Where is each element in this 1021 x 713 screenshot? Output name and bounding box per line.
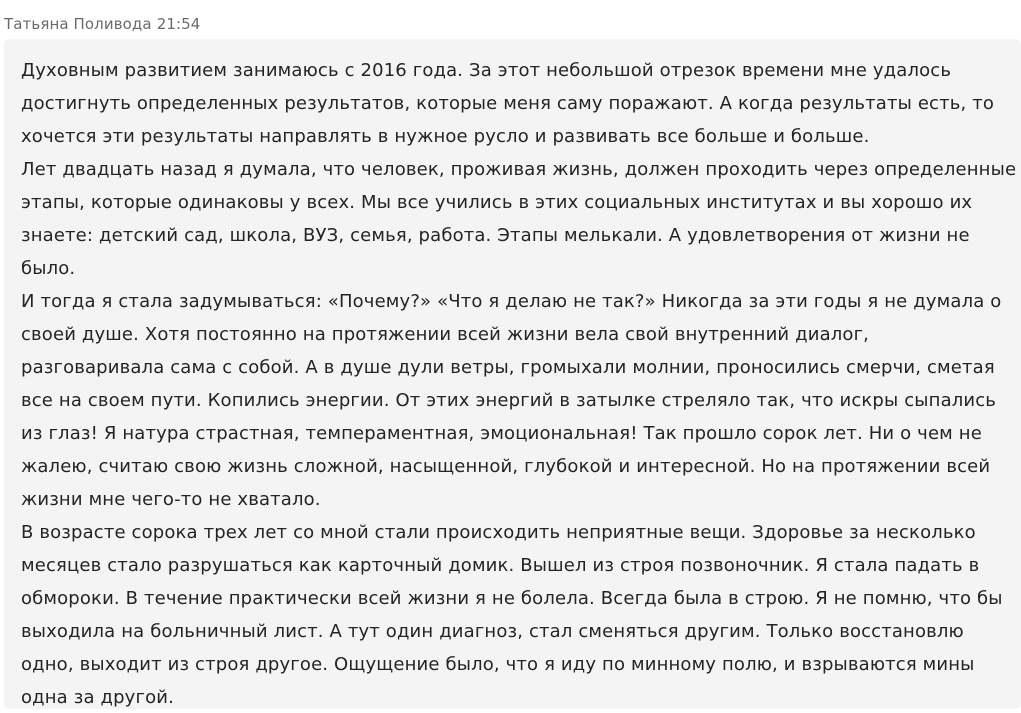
- message-bubble[interactable]: [4, 39, 1021, 709]
- message-paragraph-3: И тогда я стала задумываться: «Почему?» «Что я делаю не так?» Никогда за эти годы я не думала о своей душе. Хотя постоянно на протяжении всей жизни вела свой внутренний диалог, разговаривала сама с собой. А в душе дули ветры, громыхали молнии, проносились смерчи, сметая все на своем пути. Копились энергии. От этих энергий в затылке стреляло так, что искры сыпались из глаз! Я натура страстная, темпераментная, эмоциональная! Так прошло сорок лет. Ни о чем не жалею, считаю свою жизнь сложной, насыщенной, глубокой и интересной. Но на протяжении всей жизни мне чего-то не хватало.: [21, 291, 1002, 510]
- message-timestamp: 21:54: [156, 15, 201, 33]
- author-name[interactable]: Татьяна Поливода: [4, 15, 152, 33]
- message-paragraph-2: Лет двадцать назад я думала, что человек, проживая жизнь, должен проходить через определенные этапы, которые одинаковы у всех. Мы все учились в этих социальных институтах и вы хорошо их знаете: детский сад, школа, ВУЗ, семья, работа. Этапы мелькали. А удовлетворения от жизни не было.: [21, 159, 1017, 279]
- message-paragraph-1: Духовным развитием занимаюсь с 2016 года. За этот небольшой отрезок времени мне удалось достигнуть определенных результатов, которые меня саму поражают. А когда результаты есть, то хочется эти результаты направлять в нужное русло и развивать все больше и больше.: [21, 60, 995, 147]
- message-header: [4, 15, 200, 33]
- message-paragraph-4: В возрасте сорока трех лет со мной стали происходить неприятные вещи. Здоровье за несколько месяцев стало разрушаться как карточный домик. Вышел из строя позвоночник. Я стала падать в обмороки. В течение практически всей жизни я не болела. Всегда была в строю. Я не помню, что бы выходила на больничный лист. А тут один диагноз, стал сменяться другим. Только восстановлю одно, выходит из строя другое. Ощущение было, что я иду по минному полю, и взрываются мины одна за другой.: [21, 522, 1003, 708]
